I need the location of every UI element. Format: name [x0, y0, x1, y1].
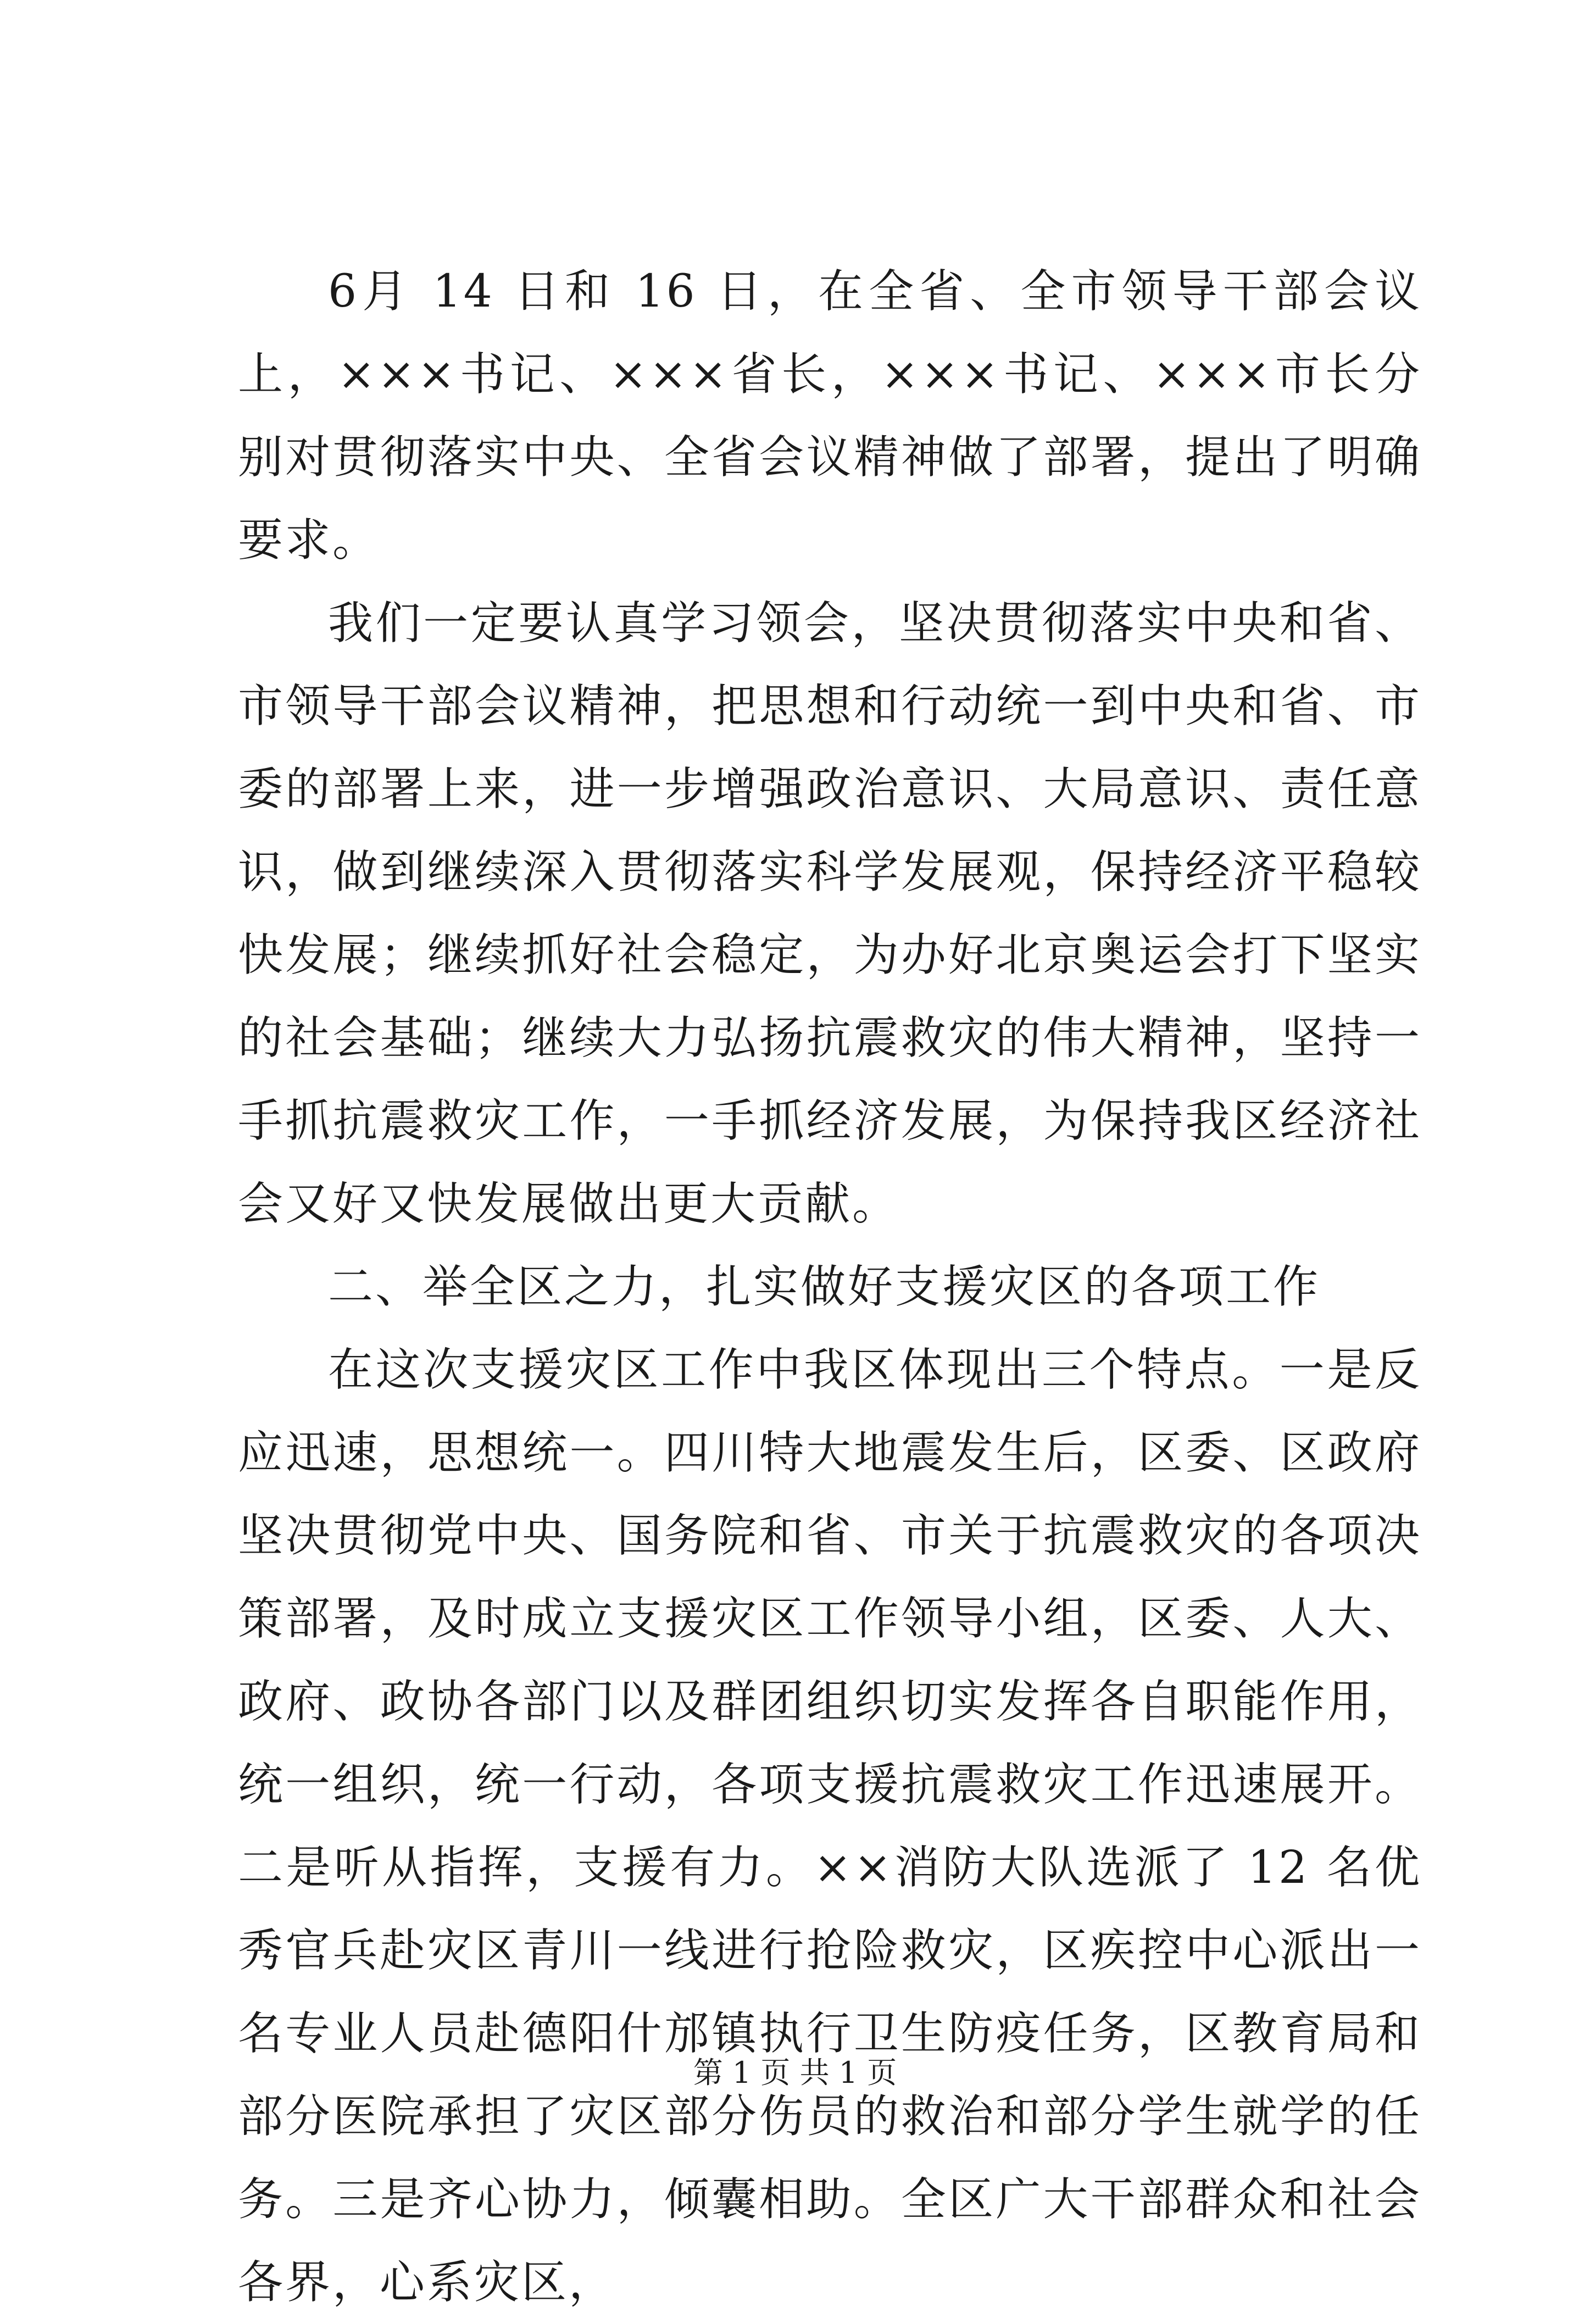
paragraph-support-features: 在这次支援灾区工作中我区体现出三个特点。一是反应迅速，思想统一。四川特大地震发生后，区委、区政府坚决贯彻党中央、国务院和省、市关于抗震救灾的各项决策部署，及时成立支援灾区工作领导小组，区委、人大、政府、政协各部门以及群团组织切实发挥各自职能作用，统一组织，统一行动，各项支援抗震救灾工作迅速展开。二是听从指挥，支援有力。××消防大队选派了 12 名优秀官兵赴灾区青川一线进行抢险救灾，区疾控中心派出一名专业人员赴德阳什邡镇执行卫生防疫任务，区教育局和部分医院承担了灾区部分伤员的救治和部分学生就学的任务。三是齐心协力，倾囊相助。全区广大干部群众和社会各界，心系灾区， [238, 1344, 1422, 2309]
page-footer: 第 1 页 共 1 页 [693, 2055, 897, 2090]
document-body [238, 250, 1422, 2324]
section-heading-disaster-support: 二、举全区之力，扎实做好支援灾区的各项工作 [328, 1261, 1321, 1313]
paragraph-study-requirements: 我们一定要认真学习领会，坚决贯彻落实中央和省、市领导干部会议精神，把思想和行动统一到中央和省、市委的部署上来，进一步增强政治意识、大局意识、责任意识，做到继续深入贯彻落实科学发展观，保持经济平稳较快发展；继续抓好社会稳定，为办好北京奥运会打下坚实的社会基础；继续大力弘扬抗震救灾的伟大精神，坚持一手抓抗震救灾工作，一手抓经济发展，为保持我区经济社会又好又快发展做出更大贡献。 [238, 597, 1422, 1230]
paragraph-meeting-summary: 6月 14 日和 16 日，在全省、全市领导干部会议上，×××书记、×××省长，×××书记、×××市长分别对贯彻落实中央、全省会议精神做了部署，提出了明确要求。 [238, 265, 1422, 566]
